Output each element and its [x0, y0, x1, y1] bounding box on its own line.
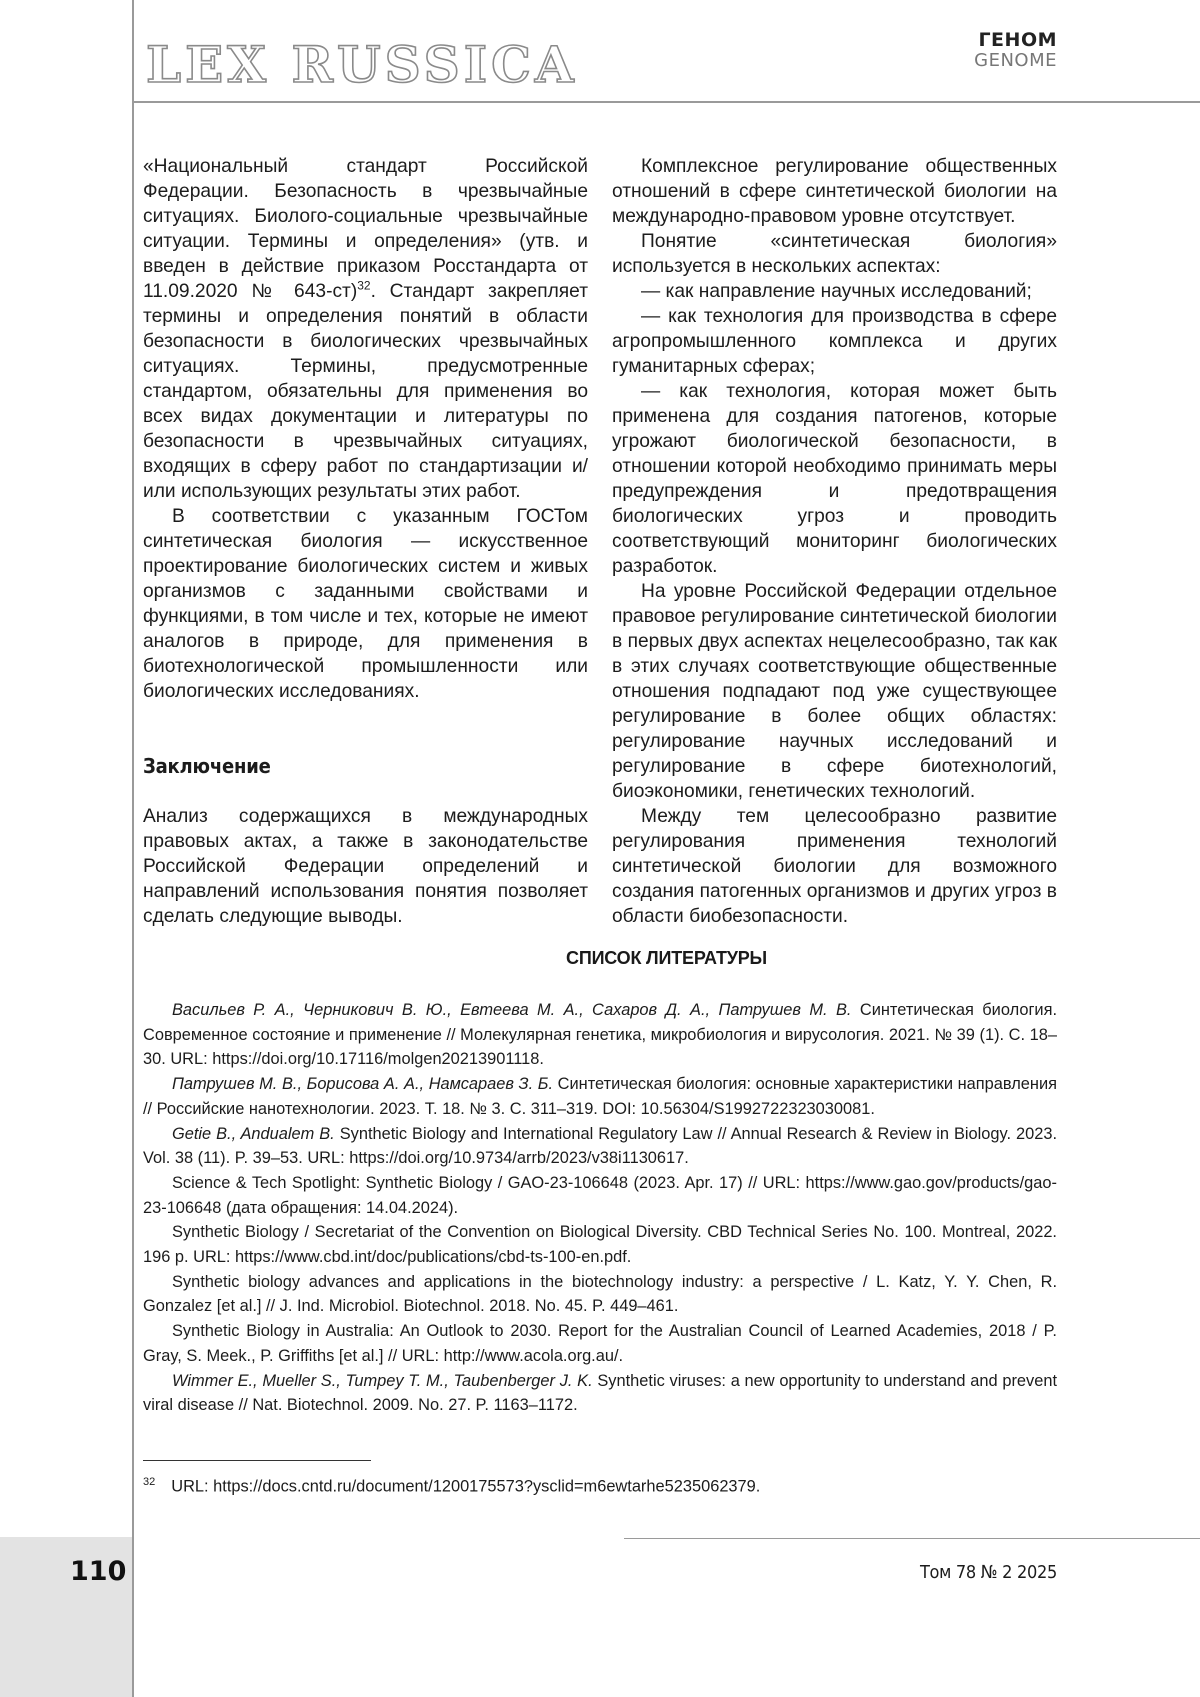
reference-item: Synthetic biology advances and applications in the biotechnology industry: a perspective / L. Katz, Y. Y. Chen, R. Gonzalez [et al.] // J. Ind. Microbiol. Biotechnol. 2018. No. 45. P. 449–461. [143, 1272, 1057, 1316]
list-item: — как технология для производства в сфере агропромышленного комплекса и других гуманитарных сферах; [612, 306, 1057, 377]
list-item: — как технология, которая может быть применена для создания патогенов, которые угрожают биологической безопасности, в отношении которой необходимо принимать меры предупреждения и предотвращения биологических угроз и проводить соответствующий мониторинг биологических разработок. [612, 381, 1057, 577]
reference-item: Getie B., Andualem B. Synthetic Biology and International Regulatory Law // Annual Research & Review in Biology. 2023. Vol. 38 (11). P. 39–53. URL: https://doi.org/10.9734/arrb/2023/v38i1130617. [143, 1124, 1057, 1168]
left-margin-band [0, 0, 133, 1697]
journal-logo: LEX RUSSICA [146, 35, 578, 94]
right-column [612, 154, 1057, 929]
paragraph: Понятие «синтетическая биология» используется в нескольких аспектах: [612, 231, 1057, 277]
reference-item: Science & Tech Spotlight: Synthetic Biology / GAO-23-106648 (2023. Apr. 17) // URL: https://www.gao.gov/products/gao-23-106648 (дата обращения: 14.04.2024). [143, 1173, 1057, 1217]
footnote [143, 1470, 1043, 1498]
paragraph: В соответствии с указанным ГОСТом синтетическая биология — искусственное проектирование биологических систем и живых организмов с заданными свойствами и функциями, в том числе и тех, которые не имеют аналогов в природе, для применения в биотехнологической промышленности или биологических исследованиях. [143, 506, 588, 702]
section-label-ru: ГЕНОМ [978, 29, 1057, 51]
paragraph: Между тем целесообразно развитие регулирования применения технологий синтетической биологии для возможного создания патогенных организмов и других угроз в области биобезопасности. [612, 806, 1057, 927]
footnote-text: URL: https://docs.cntd.ru/document/1200175573?ysclid=m6ewtarhe5235062379. [171, 1477, 761, 1496]
paragraph: «Национальный стандарт Российской Федерации. Безопасность в чрезвычайные ситуациях. Биолого-социальные чрезвычайные ситуации. Термины и определения» (утв. и введен в действие приказом Росстандарта от 11.09.2020 № 643-ст)$^{32}$. Стандарт закрепляет термины и определения понятий в области безопасности в биологических чрезвычайных ситуациях. Термины, предусмотренные стандартом, обязательны для применения во всех видах документации и литературы по безопасности в чрезвычайных ситуациях, входящих в сферу работ по стандартизации и/или использующих результаты этих работ. [143, 156, 588, 502]
page-number: 110 [70, 1556, 127, 1587]
header-rule [133, 101, 1200, 103]
section-label-en: GENOME [974, 49, 1057, 71]
references-title: СПИСОК ЛИТЕРАТУРЫ [566, 948, 767, 968]
footnote-number: 32 [143, 1476, 156, 1488]
reference-item: Васильев Р. А., Черникович В. Ю., Евтеева М. А., Сахаров Д. А., Патрушев М. В. Синтетическая биология. Современное состояние и применение // Молекулярная генетика, микробиология и вирусология. 2021. № 39 (1). С. 18–30. URL: https://doi.org/10.17116/molgen20213901118. [143, 1001, 1058, 1069]
references-list [143, 998, 1057, 1418]
reference-item: Synthetic Biology in Australia: An Outlook to 2030. Report for the Australian Council of Learned Academies, 2018 / P. Gray, S. Meek., P. Griffiths [et al.] // URL: http://www.acola.org.au/. [143, 1322, 1057, 1365]
issue-info: Том 78 № 2 2025 [919, 1562, 1057, 1583]
margin-rule [132, 0, 134, 1697]
paragraph: Комплексное регулирование общественных отношений в сфере синтетической биологии на международно-правовом уровне отсутствует. [612, 156, 1057, 227]
section-label [974, 30, 1057, 71]
footnote-ref[interactable]: 32 [357, 278, 371, 293]
footnote-rule [143, 1460, 371, 1461]
reference-item: Synthetic Biology / Secretariat of the Convention on Biological Diversity. CBD Technical Series No. 100. Montreal, 2022. 196 p. URL: https://www.cbd.int/doc/publications/cbd-ts-100-en.pdf. [143, 1223, 1057, 1267]
left-column [143, 154, 588, 929]
paragraph: На уровне Российской Федерации отдельное правовое регулирование синтетической биологии в первых двух аспектах нецелесообразно, так как в этих случаях соответствующие общественные отношения подпадают под уже существующее регулирование в более общих областях: регулирование научных исследований и регулирование в сфере биотехнологий, биоэкономики, генетических технологий. [612, 581, 1057, 802]
reference-item: Wimmer E., Mueller S., Tumpey T. M., Taubenberger J. K. Synthetic viruses: a new opportunity to understand and prevent viral disease // Nat. Biotechnol. 2009. No. 27. P. 1163–1172. [143, 1371, 1057, 1415]
paragraph: Анализ содержащихся в международных правовых актах, а также в законодательстве Российской Федерации определений и направлений использования понятия позволяет сделать следующие выводы. [143, 806, 588, 927]
conclusion-heading: Заключение [143, 754, 271, 778]
reference-item: Патрушев М. В., Борисова А. А., Намсараев З. Б. Синтетическая биология: основные характеристики направления // Российские нанотехнологии. 2023. Т. 18. № 3. С. 311–319. DOI: 10.56304/S1992722323030081. [143, 1075, 1057, 1118]
list-item: — как направление научных исследований; [641, 281, 1032, 302]
footer-rule [624, 1538, 1200, 1539]
